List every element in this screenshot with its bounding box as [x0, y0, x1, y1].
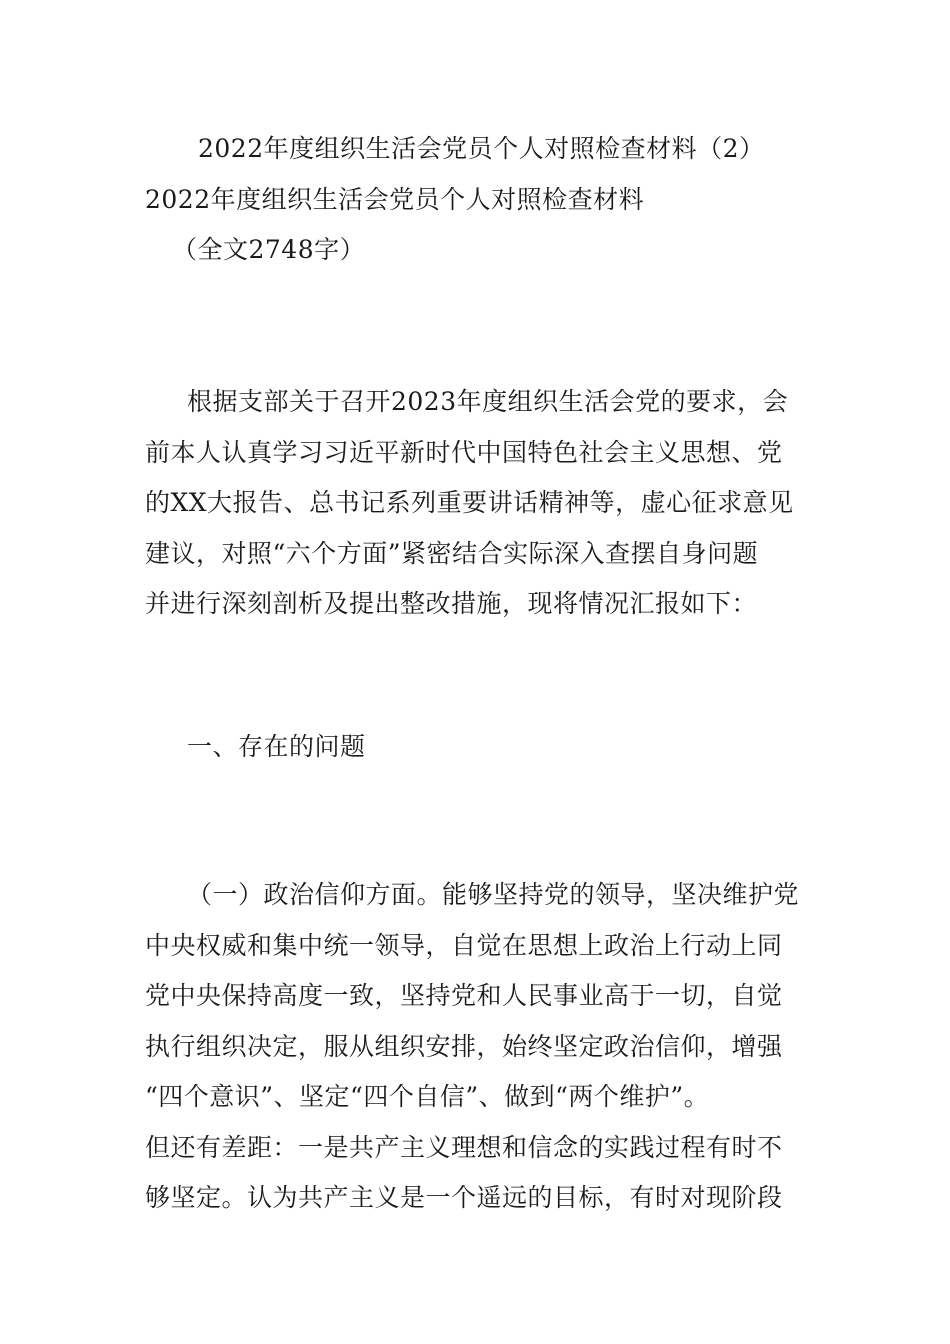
section-heading: 一、存在的问题 — [187, 732, 366, 761]
paragraph-line: 够坚定。认为共产主义是一个遥远的目标，有时对现阶段 — [145, 1183, 783, 1212]
paragraph-line: 但还有差距：一是共产主义理想和信念的实践过程有时不 — [145, 1132, 783, 1162]
paragraph-line: 执行组织决定，服从组织安排，始终坚定政治信仰，增强 — [145, 1031, 783, 1061]
document-subtitle: 2022年度组织生活会党员个人对照检查材料 — [145, 185, 645, 214]
intro-paragraph — [145, 377, 805, 630]
word-count: （全文2748字） — [172, 235, 366, 264]
paragraph-line: 党中央保持高度一致，坚持党和人民事业高于一切，自觉 — [145, 981, 783, 1010]
paragraph-line: 并进行深刻剖析及提出整改措施，现将情况汇报如下： — [145, 589, 758, 618]
paragraph-line: 建议，对照“六个方面”紧密结合实际深入查摆自身问题 — [145, 538, 759, 568]
paragraph-line: 根据支部关于召开2023年度组织生活会党的要求，会 — [187, 387, 789, 416]
paragraph-line: 前本人认真学习习近平新时代中国特色社会主义思想、党 — [145, 437, 783, 467]
paragraph-line: 中央权威和集中统一领导，自觉在思想上政治上行动上同 — [145, 930, 783, 960]
paragraph-line: （一）政治信仰方面。能够坚持党的领导，坚决维护党 — [187, 880, 800, 909]
paragraph-line: “四个意识”、坚定“四个自信”、做到“两个维护”。 — [145, 1082, 710, 1111]
paragraph-line: 的XX大报告、总书记系列重要讲话精神等，虚心征求意见 — [145, 488, 794, 517]
section1-paragraph — [145, 870, 805, 1224]
document-title: 2022年度组织生活会党员个人对照检查材料（2） — [198, 134, 765, 163]
